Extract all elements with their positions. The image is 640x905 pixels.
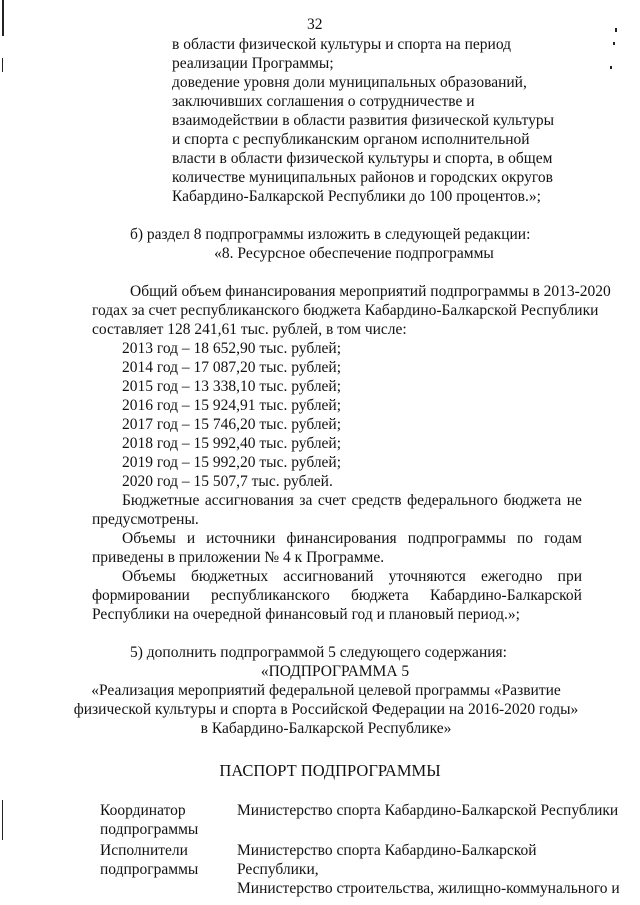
volumes-note-line: Объемы и источники финансирования подпрограммы по годам	[122, 530, 582, 547]
refine-note-line: Республики на очередной финансовый год и плановый период.»;	[92, 606, 520, 623]
continuation-line: взаимодействии в области развития физической культуры	[172, 112, 554, 129]
federal-note-line: предусмотрены.	[92, 511, 199, 528]
year-amount: 2020 год – 15 507,7 тыс. рублей.	[122, 473, 333, 490]
item-b-line: б) раздел 8 подпрограммы изложить в следующей редакции:	[130, 226, 531, 243]
year-amount: 2019 год – 15 992,20 тыс. рублей;	[122, 454, 342, 471]
right-margin-dot	[613, 42, 615, 45]
year-amount: 2017 год – 15 746,20 тыс. рублей;	[122, 416, 342, 433]
passport-row-value: Министерство спорта Кабардино-Балкарской	[237, 842, 537, 859]
year-amount: 2013 год – 18 652,90 тыс. рублей;	[122, 340, 342, 357]
left-margin-tick	[2, 800, 3, 840]
subprogram-subtitle-line: в Кабардино-Балкарской Республике»	[200, 720, 452, 737]
year-amount: 2014 год – 17 087,20 тыс. рублей;	[122, 359, 342, 376]
year-amount: 2018 год – 15 992,40 тыс. рублей;	[122, 435, 342, 452]
total-paragraph-line: Общий объем финансирования мероприятий подпрограммы в 2013-2020	[130, 283, 611, 300]
passport-heading: ПАСПОРТ ПОДПРОГРАММЫ	[219, 761, 441, 780]
volumes-note-line: приведены в приложении № 4 к Программе.	[92, 549, 385, 566]
continuation-line: и спорта с республиканским органом исполнительной	[172, 131, 530, 148]
continuation-line: реализации Программы;	[172, 55, 334, 72]
page-number: 32	[307, 16, 323, 33]
subprogram-title: «ПОДПРОГРАММА 5	[260, 663, 410, 680]
continuation-line: власти в области физической культуры и спорта, в общем	[172, 150, 553, 167]
subprogram-subtitle-line: «Реализация мероприятий федеральной целевой программы «Развитие	[91, 682, 561, 699]
passport-row-value: Республики,	[237, 861, 319, 878]
section-8-heading: «8. Ресурсное обеспечение подпрограммы	[214, 245, 494, 262]
continuation-line: количестве муниципальных районов и городских округов	[172, 169, 553, 186]
year-amount: 2015 год – 13 338,10 тыс. рублей;	[122, 378, 342, 395]
continuation-line: доведение уровня доли муниципальных образований,	[172, 74, 527, 91]
passport-row-label: подпрограммы	[100, 821, 199, 838]
left-margin-tick	[2, 58, 3, 72]
refine-note-line: формировании республиканского бюджета Кабардино-Балкарской	[92, 587, 582, 604]
subprogram-subtitle-line: физической культуры и спорта в Российской Федерации на 2016-2020 годы»	[73, 701, 579, 718]
item-5-line: 5) дополнить подпрограммой 5 следующего содержания:	[130, 644, 507, 661]
passport-row-value: Министерство спорта Кабардино-Балкарской Республики	[237, 802, 619, 819]
passport-row-label: подпрограммы	[100, 861, 199, 878]
total-paragraph-line: составляет 128 241,61 тыс. рублей, в том числе:	[92, 321, 407, 338]
total-paragraph-line: годах за счет республиканского бюджета Кабардино-Балкарской Республики	[92, 302, 599, 319]
continuation-line: Кабардино-Балкарской Республики до 100 процентов.»;	[172, 188, 541, 205]
passport-row-label: Исполнители	[100, 842, 188, 859]
passport-row-label: Координатор	[100, 802, 186, 819]
passport-row-value: Министерство строительства, жилищно-коммунального и	[237, 880, 620, 897]
federal-note-line: Бюджетные ассигнования за счет средств федерального бюджета не	[122, 492, 582, 509]
right-margin-dot	[615, 28, 617, 32]
continuation-line: заключивших соглашения о сотрудничестве и	[172, 93, 475, 110]
left-margin-line	[2, 0, 4, 36]
right-margin-dot	[610, 66, 612, 69]
refine-note-line: Объемы бюджетных ассигнований уточняются ежегодно при	[122, 568, 582, 585]
continuation-line: в области физической культуры и спорта на период	[172, 36, 512, 53]
year-amount: 2016 год – 15 924,91 тыс. рублей;	[122, 397, 342, 414]
